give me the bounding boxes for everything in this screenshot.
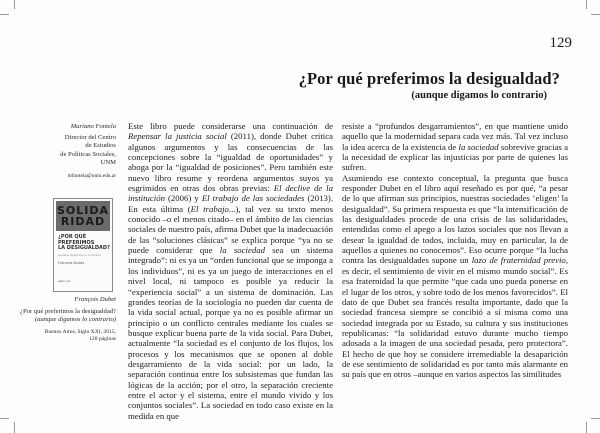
affiliation-line: de Estudios [85, 142, 116, 150]
imprint-line: Buenos Aires, Siglo XXI, 2015, [44, 328, 116, 335]
cover-band-line: RIDAD [60, 215, 106, 228]
book-info [0, 296, 116, 343]
book-imprint [0, 329, 116, 344]
body-text: resiste a “profundos desgarramientos”, en que mantiene unido aquello que la modernidad separa cada vez más. Tal vez incluso la idea acerca de la existencia de [342, 121, 568, 152]
book-title-main: ¿Por qué preferimos la desigualdad? [20, 308, 116, 316]
italic-text: El trabajo [190, 203, 229, 214]
cover-band-line: SOLIDA [56, 204, 110, 217]
body-text: ...), tal vez su texto menos conocido –o el menos citado– en el ámbito de las ciencias sociales de nuestro país, afirma Dubet que la inadecuación de las “soluciones clásicas” se explica porque “ya no se puede considerar que [128, 203, 333, 256]
italic-text: El declive de la institución [128, 183, 333, 204]
body-text: sea un sistema integrado”: ni es ya un “orden funcional que se imponga a los individuos”, ni es ya un juego de interacciones en el nivel local, ni tampoco es posible ya reducir la “experiencia social” a un sistema de dominación. Las grandes teorías de la sociología no pueden dar cuenta de la vida social actual, porque ya no es posible afirmar un principio o un conflicto centrales mediante los cuales se busque explicar buena parte de la vida social. Para Dubet, actualmente “la sociedad es el conjunto de los flujos, los procesos y los mecanismos que se oponen al doble desgarramiento de la vida social: por un lado, la separación continua entre los subsistemas que fundan las lógicas de la acción; por el otro, la separación creciente entre el actor y el sistema, entre el mundo vivido y los conjuntos sociales”. La sociedad en todo caso existe en la medida en que [128, 245, 333, 421]
italic-text: Repensar la justicia social [128, 131, 227, 142]
italic-text: la sociedad [219, 245, 265, 256]
body-paragraph [342, 173, 568, 380]
cover-publisher: siglo xxi [58, 279, 71, 283]
reviewer-email[interactable]: mfontela@unm.edu.ar [67, 173, 116, 180]
italic-text: lazo de fraternidad previo [471, 255, 566, 266]
page-title: ¿Por qué preferimos la desigualdad? [298, 69, 560, 88]
crop-mark-top-left-v [14, 0, 15, 9]
cover-title [58, 235, 112, 252]
crop-mark-bottom-right-v [586, 422, 587, 433]
crop-mark-bottom-right-h [591, 418, 600, 419]
body-column-right [342, 121, 568, 380]
cover-title-line: LA DESIGUALDAD? [58, 245, 110, 252]
body-text: (2011), donde Dubet critica algunos argumentos y las consecuencias de las concepciones sobre la “igualdad de oportunidades” y aboga por la “igualdad de posiciones”. Pero también este nuevo libro resume y reordena argumentos suyos ya esgrimidos en otras dos obras previas: [128, 131, 333, 194]
page-subtitle: (aunque digamos lo contrario) [411, 90, 547, 101]
crop-mark-top-right-v [586, 0, 587, 9]
cover-title-line: PREFERIMOS [58, 239, 95, 246]
body-text: Asumiendo ese contexto conceptual, la pregunta que busca responder Dubet en el libro aquí reseñado es por qué, “a pesar de lo que afirman sus principios, nuestras sociedades ‘eligen’ la desigualdad”. Su primera respuesta es que “la intensificación de las desigualdades procede de una crisis de las solidaridades, entendidas como el apego a los lazos sociales que nos llevan a desear la igualdad de todos, incluida, muy en particular, la de aquellos a quienes no conocemos”. Eso ocurre porque “la lucha contra las desigualdades supone un [342, 172, 568, 266]
crop-mark-top-right-h [591, 14, 600, 15]
crop-mark-bottom-left-v [14, 422, 15, 433]
reviewer-name: Mariano Fontela [70, 123, 116, 130]
affiliation-line: de Políticas Sociales, [60, 150, 116, 158]
crop-mark-bottom-left-h [0, 418, 9, 419]
italic-text: la sociedad [458, 141, 499, 152]
body-paragraph [128, 121, 333, 421]
reviewer-info [0, 123, 116, 180]
italic-text: El trabajo de las sociedades [201, 193, 305, 204]
cover-author: François Dubet [58, 261, 85, 265]
body-text: sobrevive gracias a la necesidad de explicar las injusticias por parte de quienes las sufren. [342, 141, 568, 173]
body-text: (2013). En esta última ( [128, 193, 334, 214]
body-text: (2006) y [164, 193, 202, 204]
body-column-left [128, 121, 333, 421]
reviewer-affiliation [0, 134, 116, 167]
book-cover-image [53, 198, 113, 292]
book-author: François Dubet [74, 296, 116, 303]
affiliation-line: UNM [100, 158, 116, 166]
cover-title-line: ¿POR QUÉ [58, 234, 87, 240]
crop-mark-top-left-h [0, 14, 9, 15]
imprint-line: 128 páginas [89, 336, 116, 343]
body-text: Este libro puede considerarse una continuación de [128, 121, 333, 131]
book-title-italic: (aunque digamos lo contrario) [34, 316, 116, 324]
body-paragraph [342, 121, 568, 173]
page-number: 129 [549, 35, 572, 51]
cover-subtitle: aunque digamos lo contrario [58, 253, 102, 257]
book-title [0, 308, 116, 324]
affiliation-line: Director del Centro [64, 134, 116, 142]
cover-band [56, 201, 110, 231]
body-text: , es decir, el sentimiento de vivir en el mismo mundo social”. Es esa fraternidad la que permite “que cada uno pueda ponerse en el lugar de los otros, y sobre todo de los menos favorecidos”. El dato de que Dubet sea francés resulta importante, dado que la sociedad francesa siempre se concibió a sí misma como una sociedad integrada por su Estado, su cultura y sus instituciones republicanas: “la solidaridad estuvo durante mucho tiempo adosada a la imagen de una sociedad pesada, pero protectora”. El hecho de que hoy se considere irremediable la desaparición de ese sentimiento de solidaridad es por tanto más alarmante en su país que en otros –aunque en varios aspectos las similitudes [342, 255, 568, 380]
